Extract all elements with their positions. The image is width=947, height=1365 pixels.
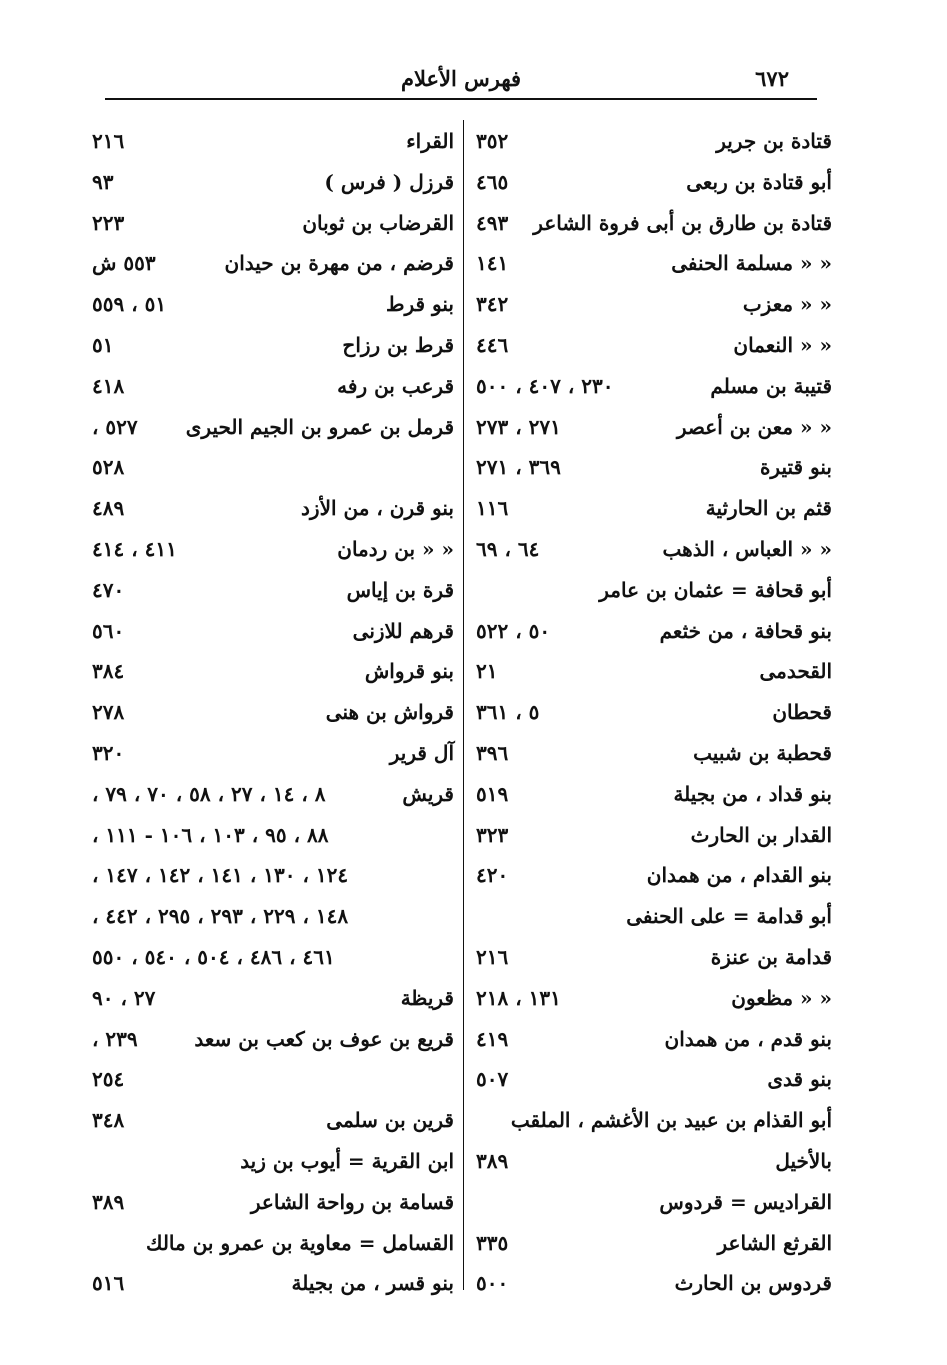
entry-pages: ٤٦١ ، ٤٨٦ ، ٥٠٤ ، ٥٤٠ ، ٥٥٠ xyxy=(92,944,335,969)
index-entry xyxy=(476,165,832,206)
index-entry xyxy=(92,1103,454,1144)
index-entry xyxy=(92,369,454,410)
index-entry xyxy=(92,777,454,818)
entry-name: القحدمى xyxy=(759,659,832,684)
entry-pages: ٩٣ xyxy=(92,169,114,194)
entry-pages: ٢٣٠ ، ٤٠٧ ، ٥٠٠ xyxy=(476,373,614,398)
entry-pages: ٤٤٦ xyxy=(476,332,509,357)
entry-name: بنو قسر ، من بجيلة xyxy=(291,1271,454,1296)
entry-pages: ٣٥٢ xyxy=(476,129,509,153)
entry-pages: ١١٦ xyxy=(476,496,509,521)
entry-pages: ٥٥٣ ش xyxy=(92,251,156,276)
entry-name: بنو قرن ، من الأزد xyxy=(301,496,454,521)
entry-pages: ٥٠ ، ٥٢٢ xyxy=(476,618,551,643)
entry-name: قرط بن رزاح xyxy=(342,332,454,357)
entry-name: القدار بن الحارث xyxy=(690,822,832,847)
entry-pages: ٢٧١ ، ٢٧٣ xyxy=(476,414,561,439)
index-entry xyxy=(92,736,454,777)
entry-pages: ٣٣٥ xyxy=(476,1230,509,1255)
entry-pages: ٤٩٣ xyxy=(476,210,509,235)
entry-name: « « معن بن أعصر xyxy=(676,414,832,439)
entry-pages: ١٣١ ، ٢١٨ xyxy=(476,985,561,1010)
entry-name: قرمل بن عمرو بن الجيم الحيرى xyxy=(185,414,454,439)
entry-name: قرين بن سلمى xyxy=(326,1108,454,1133)
index-entry xyxy=(92,410,454,451)
entry-name: بنو قرط xyxy=(386,292,454,317)
index-entry xyxy=(92,695,454,736)
entry-name: القرثع الشاعر xyxy=(717,1230,832,1255)
index-entry xyxy=(476,818,832,859)
index-entry xyxy=(476,614,832,655)
entry-name: أبو القذام بن عبيد بن الأغشم ، الملقب xyxy=(510,1108,832,1133)
entry-pages: ١٤٨ ، ٢٢٩ ، ٢٩٣ ، ٢٩٥ ، ٤٤٢ ، xyxy=(92,904,349,929)
entry-name: أبو قحافة = عثمان بن عامر xyxy=(599,577,832,602)
entry-name: « « بن ردمان xyxy=(337,536,454,561)
entry-pages: ١٢٤ ، ١٣٠ ، ١٤١ ، ١٤٢ ، ١٤٧ ، xyxy=(92,863,349,888)
index-entry xyxy=(92,287,454,328)
entry-name: قحطبة بن شبيب xyxy=(693,740,832,765)
entry-pages: ٣٤٨ xyxy=(92,1108,125,1133)
entry-pages: ٢٣٩ ، xyxy=(92,1026,138,1051)
index-entry xyxy=(92,450,454,491)
entry-pages: ٤٨٩ xyxy=(92,496,125,521)
index-column-right xyxy=(476,124,832,1307)
entry-pages: ٤٢٠ xyxy=(476,863,509,888)
entry-pages: ٤١١ ، ٤١٤ xyxy=(92,536,177,561)
entry-name: القراديس = قردوس xyxy=(659,1189,832,1214)
index-entry xyxy=(92,491,454,532)
entry-name: « « العباس ، الذهب xyxy=(662,536,832,561)
entry-name: بنو قداد ، من بجيلة xyxy=(673,781,832,806)
index-entry xyxy=(476,1144,832,1185)
column-divider xyxy=(463,120,464,1290)
entry-pages: ٢٢٣ xyxy=(92,210,125,235)
index-entry xyxy=(92,1062,454,1103)
entry-pages: ٤١٩ xyxy=(476,1026,509,1051)
entry-name: قرعب بن رفه xyxy=(337,373,454,398)
index-entry xyxy=(476,287,832,328)
index-entry xyxy=(92,246,454,287)
index-entry xyxy=(476,206,832,247)
entry-pages: ٤١٨ xyxy=(92,373,125,398)
entry-name: قتادة بن جرير xyxy=(716,129,832,153)
entry-pages: ٣٩٦ xyxy=(476,740,509,765)
index-entry xyxy=(476,1062,832,1103)
entry-name: بنو قحافة ، من خثعم xyxy=(659,618,832,643)
entry-name: قرضم ، من مهرة بن حيدان xyxy=(224,251,454,276)
entry-pages: ٣٢٠ xyxy=(92,740,125,765)
index-entry xyxy=(476,736,832,777)
index-entry xyxy=(476,491,832,532)
page-title: فهرس الأعلام xyxy=(400,66,522,91)
entry-pages: ٤٧٠ xyxy=(92,577,125,602)
index-entry xyxy=(92,124,454,165)
entry-pages: ٢١٦ xyxy=(92,129,125,153)
entry-name: أبو قدامة = على الحنفى xyxy=(626,904,832,929)
entry-name: بالأخيل xyxy=(775,1148,832,1173)
entry-name: القرضاب بن ثوبان xyxy=(302,210,454,235)
entry-name: قرواش بن هنى xyxy=(325,700,454,725)
entry-name: « « معزب xyxy=(742,292,832,317)
entry-pages: ٢١ xyxy=(476,659,498,684)
index-entry xyxy=(92,573,454,614)
entry-pages: ٣٢٣ xyxy=(476,822,509,847)
entry-name: قريظة xyxy=(400,985,454,1010)
entry-name: آل قرير xyxy=(389,740,454,765)
index-entry xyxy=(92,818,454,859)
index-entry xyxy=(476,532,832,573)
entry-pages: ٥٢٧ ، xyxy=(92,414,138,439)
index-entry xyxy=(92,940,454,981)
entry-pages: ٥١٩ xyxy=(476,781,509,806)
entry-name: بنو القدام ، من همدان xyxy=(646,863,832,888)
entry-name: قريش xyxy=(402,781,454,806)
entry-name: القراء xyxy=(406,129,454,153)
entry-pages: ٥٦٠ xyxy=(92,618,125,643)
index-entry xyxy=(476,1185,832,1226)
index-entry xyxy=(92,532,454,573)
entry-name: قحطان xyxy=(772,700,832,725)
index-entry xyxy=(92,1185,454,1226)
entry-name: « « مسلمة الحنفى xyxy=(671,251,832,276)
entry-name: بنو قرواش xyxy=(364,659,454,684)
page-header xyxy=(105,60,817,98)
index-column-left xyxy=(92,124,454,1307)
index-entry xyxy=(92,981,454,1022)
index-entry xyxy=(92,1226,454,1267)
index-entry xyxy=(476,328,832,369)
index-entry xyxy=(476,777,832,818)
entry-name: قتادة بن طارق بن أبى فروة الشاعر xyxy=(533,210,832,235)
index-entry xyxy=(476,1022,832,1063)
entry-pages: ٣٨٩ xyxy=(476,1148,509,1173)
entry-pages: ٥٠٧ xyxy=(476,1067,509,1092)
entry-pages: ١٤١ xyxy=(476,251,509,276)
page-number: ٦٧٢ xyxy=(755,66,789,91)
entry-pages: ٣٨٩ xyxy=(92,1189,125,1214)
entry-pages: ٨ ، ١٤ ، ٢٧ ، ٥٨ ، ٧٠ ، ٧٩ ، xyxy=(92,781,326,806)
entry-pages: ٥١ xyxy=(92,332,114,357)
index-entry xyxy=(92,165,454,206)
entry-pages: ٤٦٥ xyxy=(476,169,509,194)
entry-name: قتيبة بن مسلم xyxy=(710,373,832,398)
index-entry xyxy=(92,1144,454,1185)
entry-name: القسامل = معاوية بن عمرو بن مالك xyxy=(145,1230,454,1255)
index-entry xyxy=(476,573,832,614)
index-entry xyxy=(476,1266,832,1307)
entry-name: بنو قدى xyxy=(767,1067,832,1092)
entry-name: قريع بن عوف بن كعب بن سعد xyxy=(194,1026,454,1051)
entry-pages: ٣٨٤ xyxy=(92,659,125,684)
entry-pages: ٥٠٠ xyxy=(476,1271,509,1296)
index-entry xyxy=(476,695,832,736)
index-entry xyxy=(476,124,832,165)
entry-pages: ٣٦٩ ، ٢٧١ xyxy=(476,455,561,480)
entry-name: قرة بن إياس xyxy=(346,577,454,602)
entry-name: بنو قدم ، من همدان xyxy=(664,1026,832,1051)
entry-pages: ٢١٦ xyxy=(476,944,509,969)
index-entry xyxy=(92,328,454,369)
entry-pages: ٥٢٨ xyxy=(92,455,125,480)
entry-pages: ٢٧٨ xyxy=(92,700,125,725)
entry-name: قثم بن الحارثية xyxy=(705,496,832,521)
index-entry xyxy=(92,206,454,247)
index-entry xyxy=(92,1022,454,1063)
entry-name: قسامة بن رواحة الشاعر xyxy=(250,1189,454,1214)
entry-pages: ٦٤ ، ٦٩ xyxy=(476,536,540,561)
index-entry xyxy=(476,369,832,410)
entry-name: قرهم للازنى xyxy=(352,618,454,643)
index-entry xyxy=(92,1266,454,1307)
entry-name: « « النعمان xyxy=(733,332,832,357)
entry-pages: ٨٨ ، ٩٥ ، ١٠٣ ، ١٠٦ - ١١١ ، xyxy=(92,822,329,847)
entry-name: قدامة بن عنزة xyxy=(710,944,832,969)
index-entry xyxy=(476,1226,832,1267)
entry-pages: ٥١ ، ٥٥٩ xyxy=(92,292,167,317)
entry-pages: ٣٤٢ xyxy=(476,292,509,317)
entry-pages: ٥ ، ٣٦١ xyxy=(476,700,540,725)
index-entry xyxy=(92,614,454,655)
index-entry xyxy=(476,450,832,491)
index-entry xyxy=(476,1103,832,1144)
index-entry xyxy=(476,654,832,695)
entry-name: بنو قتيرة xyxy=(759,455,832,480)
index-entry xyxy=(476,940,832,981)
index-entry xyxy=(92,899,454,940)
entry-pages: ٢٧ ، ٩٠ xyxy=(92,985,156,1010)
index-entry xyxy=(476,981,832,1022)
entry-name: ابن القرية = أيوب بن زيد xyxy=(240,1148,454,1173)
entry-pages: ٢٥٤ xyxy=(92,1067,125,1092)
index-entry xyxy=(92,654,454,695)
index-entry xyxy=(92,858,454,899)
entry-name: « « مظعون xyxy=(731,985,832,1010)
index-entry xyxy=(476,246,832,287)
header-rule xyxy=(105,98,817,100)
entry-name: قرزل ( فرس ) xyxy=(324,169,454,194)
entry-pages: ٥١٦ xyxy=(92,1271,125,1296)
index-entry xyxy=(476,899,832,940)
index-entry xyxy=(476,410,832,451)
entry-name: قردوس بن الحارث xyxy=(674,1271,832,1296)
index-entry xyxy=(476,858,832,899)
entry-name: أبو قتادة بن ربعى xyxy=(686,169,832,194)
